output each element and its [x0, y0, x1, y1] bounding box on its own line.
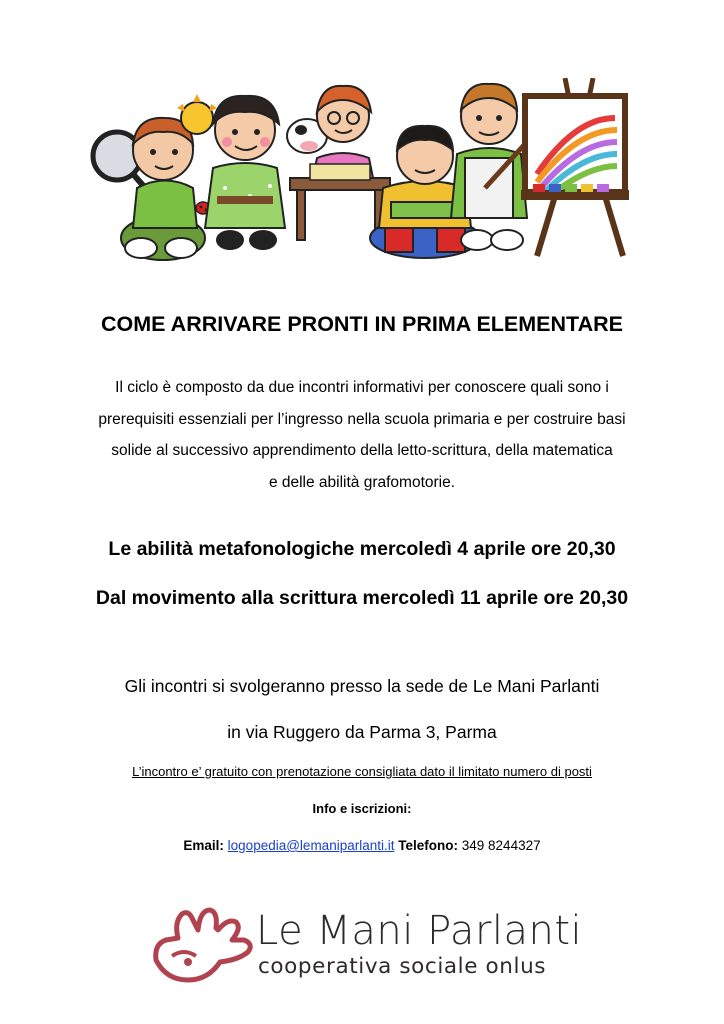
children-illustration	[85, 78, 630, 263]
intro-line: solide al successivo apprendimento della letto-scrittura, della matematica	[111, 442, 613, 459]
contacts-line	[0, 838, 724, 853]
child-with-sun	[205, 96, 285, 250]
logo-name: Le Mani Parlanti	[256, 908, 583, 954]
venue-line: Gli incontri si svolgeranno presso la sede de Le Mani Parlanti	[124, 676, 600, 696]
address-line: in via Ruggero da Parma 3, Parma	[227, 722, 497, 742]
page-title: COME ARRIVARE PRONTI IN PRIMA ELEMENTARE	[101, 312, 623, 336]
email-label: Email:	[183, 838, 224, 853]
event-first: Le abilità metafonologiche mercoledì 4 aprile ore 20,30	[108, 538, 616, 560]
event-second: Dal movimento alla scrittura mercoledì 11 aprile ore 20,30	[95, 587, 629, 609]
child-at-desk	[290, 86, 390, 240]
intro-line: e delle abilità grafomotorie.	[268, 473, 456, 491]
intro-line: Il ciclo è composto da due incontri informativi per conoscere quali sono i	[115, 379, 609, 396]
phone-number: 349 8244327	[461, 838, 541, 853]
phone-label: Telefono:	[398, 838, 458, 853]
hand-logo-icon	[148, 900, 258, 990]
info-heading: Info e iscrizioni:	[312, 801, 412, 816]
logo-subtitle: cooperativa sociale onlus	[258, 954, 547, 979]
easel-icon	[521, 78, 629, 256]
email-link[interactable]: logopedia@lemaniparlanti.it	[227, 838, 395, 853]
intro-paragraph	[0, 372, 724, 498]
booking-note: L’incontro e’ gratuito con prenotazione consigliata dato il limitato numero di posti	[132, 764, 592, 779]
intro-line: prerequisiti essenziali per l’ingresso nella scuola primaria e per costruire basi	[98, 410, 626, 428]
organization-logo	[148, 900, 588, 995]
child-with-magnifier	[121, 118, 205, 260]
